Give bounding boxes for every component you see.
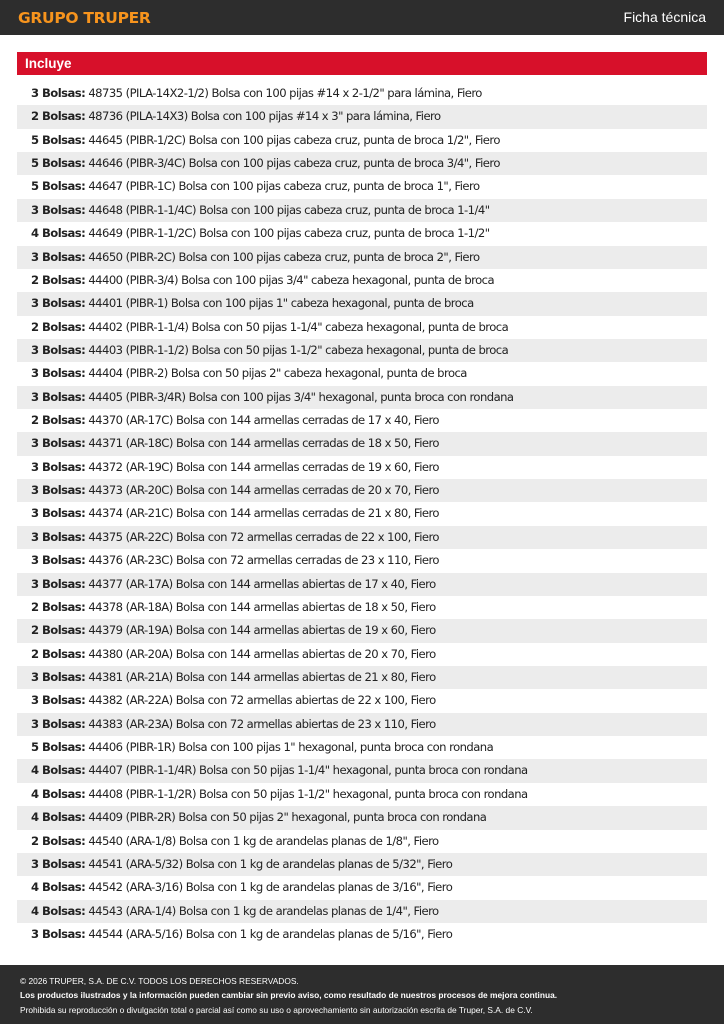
list-item <box>17 479 707 502</box>
item-description: 44374 (AR-21C) Bolsa con 144 armellas cerradas de 21 x 80, Fiero <box>88 506 439 521</box>
item-description: 44544 (ARA-5/16) Bolsa con 1 kg de arandelas planas de 5/16", Fiero <box>88 926 453 941</box>
item-description: 44379 (AR-19A) Bolsa con 144 armellas abiertas de 19 x 60, Fiero <box>88 623 436 638</box>
item-quantity: 3 Bolsas: <box>31 529 86 544</box>
item-description: 44409 (PIBR-2R) Bolsa con 50 pijas 2" hexagonal, punta broca con rondana <box>88 810 487 825</box>
list-item <box>17 292 707 315</box>
footer-prohibition: Prohibida su reproducción o divulgación total o parcial así como su uso o aprovechamiento sin autorización escrita de Truper, S.A. de C.V. <box>20 1005 533 1015</box>
list-item <box>17 573 707 596</box>
list-item <box>17 900 707 923</box>
item-description: 44377 (AR-17A) Bolsa con 144 armellas abiertas de 17 x 40, Fiero <box>88 576 436 591</box>
item-quantity: 2 Bolsas: <box>31 272 86 287</box>
item-quantity: 3 Bolsas: <box>31 459 86 474</box>
item-quantity: 3 Bolsas: <box>31 506 86 521</box>
item-quantity: 2 Bolsas: <box>31 109 86 124</box>
item-description: 44542 (ARA-3/16) Bolsa con 1 kg de arandelas planas de 3/16", Fiero <box>88 880 453 895</box>
item-quantity: 4 Bolsas: <box>31 880 86 895</box>
top-bar <box>0 0 724 35</box>
list-item <box>17 923 707 946</box>
item-quantity: 5 Bolsas: <box>31 740 86 755</box>
item-description: 44376 (AR-23C) Bolsa con 72 armellas cerradas de 23 x 110, Fiero <box>88 553 439 568</box>
item-quantity: 3 Bolsas: <box>31 436 86 451</box>
item-quantity: 3 Bolsas: <box>31 483 86 498</box>
item-quantity: 3 Bolsas: <box>31 366 86 381</box>
list-item <box>17 549 707 572</box>
item-description: 44543 (ARA-1/4) Bolsa con 1 kg de arandelas planas de 1/4", Fiero <box>88 903 439 918</box>
item-description: 44650 (PIBR-2C) Bolsa con 100 pijas cabeza cruz, punta de broca 2", Fiero <box>88 249 480 264</box>
includes-section <box>17 52 707 946</box>
list-item <box>17 736 707 759</box>
item-quantity: 4 Bolsas: <box>31 226 86 241</box>
footer <box>0 965 724 1024</box>
document-type-label: Ficha técnica <box>623 9 706 25</box>
item-description: 44540 (ARA-1/8) Bolsa con 1 kg de arandelas planas de 1/8", Fiero <box>88 833 439 848</box>
footer-notice: Los productos ilustrados y la información pueden cambiar sin previo aviso, como resultado de nuestros procesos de mejora continua. <box>20 990 558 1000</box>
list-item <box>17 246 707 269</box>
list-item <box>17 129 707 152</box>
item-quantity: 2 Bolsas: <box>31 599 86 614</box>
item-quantity: 5 Bolsas: <box>31 156 86 171</box>
item-description: 44402 (PIBR-1-1/4) Bolsa con 50 pijas 1-1/4" cabeza hexagonal, punta de broca <box>88 319 509 334</box>
item-description: 44541 (ARA-5/32) Bolsa con 1 kg de arandelas planas de 5/32", Fiero <box>88 856 453 871</box>
item-quantity: 3 Bolsas: <box>31 202 86 217</box>
item-description: 44381 (AR-21A) Bolsa con 144 armellas abiertas de 21 x 80, Fiero <box>88 669 436 684</box>
list-item <box>17 759 707 782</box>
list-item <box>17 876 707 899</box>
item-description: 44380 (AR-20A) Bolsa con 144 armellas abiertas de 20 x 70, Fiero <box>88 646 436 661</box>
list-item <box>17 222 707 245</box>
list-item <box>17 199 707 222</box>
item-description: 44371 (AR-18C) Bolsa con 144 armellas cerradas de 18 x 50, Fiero <box>88 436 439 451</box>
item-description: 44647 (PIBR-1C) Bolsa con 100 pijas cabeza cruz, punta de broca 1", Fiero <box>88 179 480 194</box>
item-quantity: 2 Bolsas: <box>31 646 86 661</box>
item-description: 44648 (PIBR-1-1/4C) Bolsa con 100 pijas cabeza cruz, punta de broca 1-1/4" <box>88 202 490 217</box>
item-quantity: 5 Bolsas: <box>31 132 86 147</box>
item-quantity: 2 Bolsas: <box>31 319 86 334</box>
section-title: Incluye <box>17 52 707 75</box>
list-item <box>17 783 707 806</box>
brand-logo: GRUPO TRUPER <box>18 9 151 27</box>
item-description: 44372 (AR-19C) Bolsa con 144 armellas cerradas de 19 x 60, Fiero <box>88 459 439 474</box>
list-item <box>17 456 707 479</box>
list-item <box>17 269 707 292</box>
item-quantity: 3 Bolsas: <box>31 669 86 684</box>
item-description: 44408 (PIBR-1-1/2R) Bolsa con 50 pijas 1-1/2" hexagonal, punta broca con rondana <box>88 786 528 801</box>
item-description: 44649 (PIBR-1-1/2C) Bolsa con 100 pijas cabeza cruz, punta de broca 1-1/2" <box>88 226 490 241</box>
item-description: 44378 (AR-18A) Bolsa con 144 armellas abiertas de 18 x 50, Fiero <box>88 599 436 614</box>
list-item <box>17 619 707 642</box>
item-description: 44373 (AR-20C) Bolsa con 144 armellas cerradas de 20 x 70, Fiero <box>88 483 439 498</box>
item-description: 44382 (AR-22A) Bolsa con 72 armellas abiertas de 22 x 100, Fiero <box>88 693 436 708</box>
item-quantity: 3 Bolsas: <box>31 389 86 404</box>
list-item <box>17 362 707 385</box>
list-item <box>17 689 707 712</box>
item-quantity: 3 Bolsas: <box>31 553 86 568</box>
item-quantity: 4 Bolsas: <box>31 786 86 801</box>
list-item <box>17 409 707 432</box>
item-description: 44403 (PIBR-1-1/2) Bolsa con 50 pijas 1-1/2" cabeza hexagonal, punta de broca <box>88 342 509 357</box>
item-quantity: 3 Bolsas: <box>31 926 86 941</box>
list-item <box>17 666 707 689</box>
item-quantity: 3 Bolsas: <box>31 342 86 357</box>
list-item <box>17 643 707 666</box>
list-item <box>17 175 707 198</box>
item-quantity: 3 Bolsas: <box>31 693 86 708</box>
list-item <box>17 806 707 829</box>
items-list <box>17 82 707 946</box>
item-quantity: 3 Bolsas: <box>31 856 86 871</box>
item-description: 44404 (PIBR-2) Bolsa con 50 pijas 2" cabeza hexagonal, punta de broca <box>88 366 467 381</box>
item-description: 44370 (AR-17C) Bolsa con 144 armellas cerradas de 17 x 40, Fiero <box>88 413 439 428</box>
item-description: 44645 (PIBR-1/2C) Bolsa con 100 pijas cabeza cruz, punta de broca 1/2", Fiero <box>88 132 500 147</box>
item-quantity: 3 Bolsas: <box>31 249 86 264</box>
item-quantity: 4 Bolsas: <box>31 763 86 778</box>
list-item <box>17 596 707 619</box>
item-description: 44401 (PIBR-1) Bolsa con 100 pijas 1" cabeza hexagonal, punta de broca <box>88 296 474 311</box>
item-description: 44406 (PIBR-1R) Bolsa con 100 pijas 1" hexagonal, punta broca con rondana <box>88 740 494 755</box>
list-item <box>17 339 707 362</box>
list-item <box>17 316 707 339</box>
item-quantity: 2 Bolsas: <box>31 413 86 428</box>
list-item <box>17 502 707 525</box>
item-description: 44646 (PIBR-3/4C) Bolsa con 100 pijas cabeza cruz, punta de broca 3/4", Fiero <box>88 156 500 171</box>
list-item <box>17 152 707 175</box>
item-description: 44400 (PIBR-3/4) Bolsa con 100 pijas 3/4" cabeza hexagonal, punta de broca <box>88 272 495 287</box>
list-item <box>17 526 707 549</box>
list-item <box>17 432 707 455</box>
item-description: 48736 (PILA-14X3) Bolsa con 100 pijas #14 x 3" para lámina, Fiero <box>88 109 441 124</box>
item-quantity: 2 Bolsas: <box>31 623 86 638</box>
footer-copyright: © 2026 TRUPER, S.A. DE C.V. TODOS LOS DERECHOS RESERVADOS. <box>20 976 299 986</box>
item-quantity: 3 Bolsas: <box>31 296 86 311</box>
list-item <box>17 105 707 128</box>
list-item <box>17 386 707 409</box>
item-quantity: 3 Bolsas: <box>31 86 86 100</box>
item-quantity: 5 Bolsas: <box>31 179 86 194</box>
list-item <box>17 82 707 105</box>
item-description: 44405 (PIBR-3/4R) Bolsa con 100 pijas 3/4" hexagonal, punta broca con rondana <box>88 389 514 404</box>
item-description: 44375 (AR-22C) Bolsa con 72 armellas cerradas de 22 x 100, Fiero <box>88 529 439 544</box>
item-description: 44407 (PIBR-1-1/4R) Bolsa con 50 pijas 1-1/4" hexagonal, punta broca con rondana <box>88 763 528 778</box>
item-quantity: 2 Bolsas: <box>31 833 86 848</box>
item-quantity: 4 Bolsas: <box>31 810 86 825</box>
item-description: 44383 (AR-23A) Bolsa con 72 armellas abiertas de 23 x 110, Fiero <box>88 716 436 731</box>
list-item <box>17 713 707 736</box>
item-quantity: 3 Bolsas: <box>31 576 86 591</box>
list-item <box>17 853 707 876</box>
item-quantity: 3 Bolsas: <box>31 716 86 731</box>
list-item <box>17 830 707 853</box>
item-description: 48735 (PILA-14X2-1/2) Bolsa con 100 pijas #14 x 2-1/2" para lámina, Fiero <box>88 86 482 100</box>
item-quantity: 4 Bolsas: <box>31 903 86 918</box>
